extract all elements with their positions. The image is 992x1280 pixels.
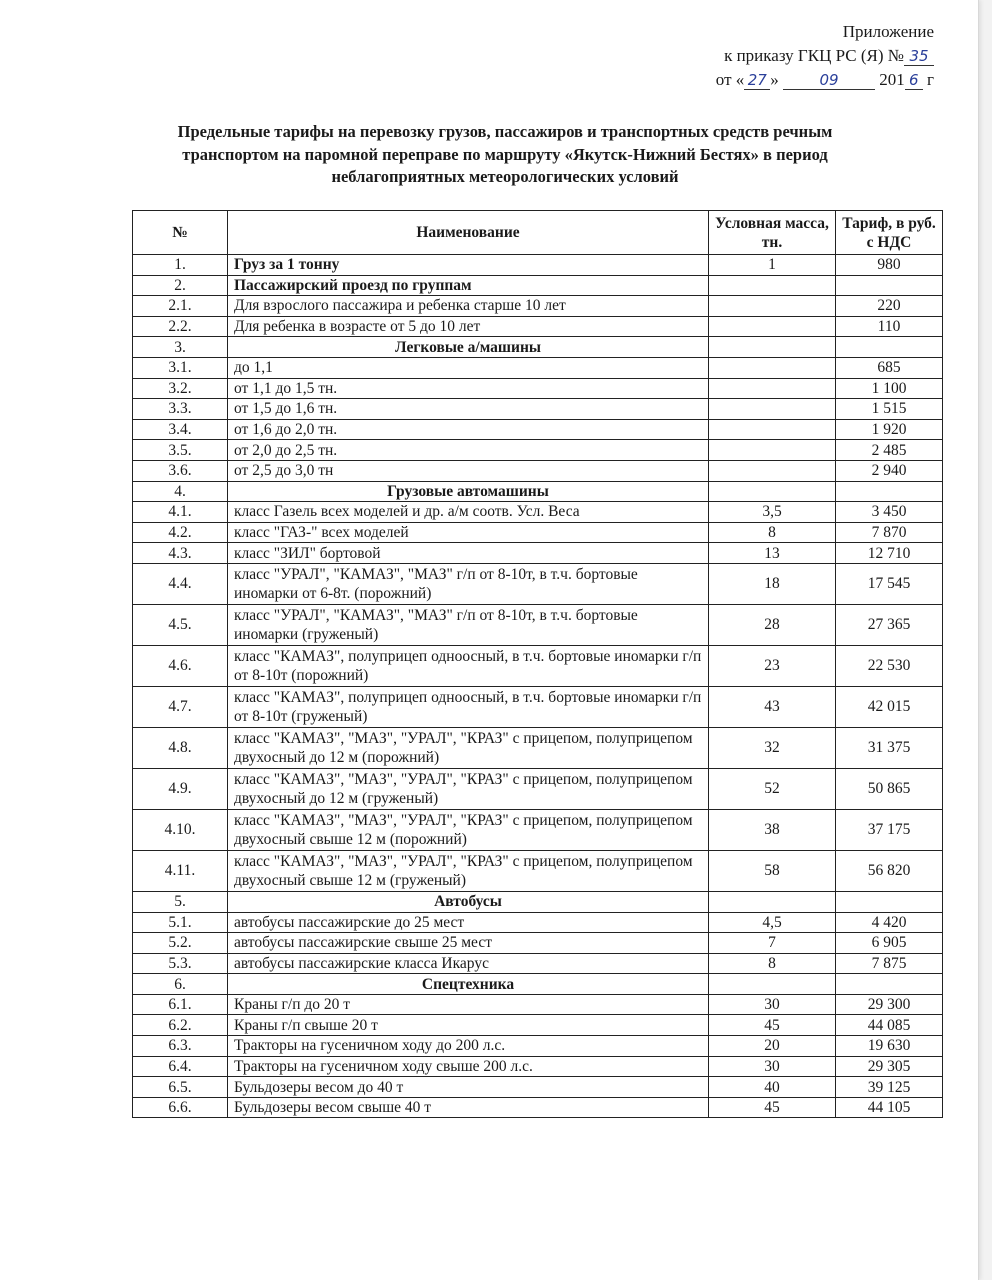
- table-row: [133, 994, 943, 1015]
- row-mass: 38: [709, 809, 836, 850]
- row-mass: 8: [709, 953, 836, 974]
- row-name: от 2,5 до 3,0 тн: [228, 460, 709, 481]
- row-number: 4.9.: [133, 768, 228, 809]
- row-tariff: [836, 481, 943, 502]
- row-mass: [709, 296, 836, 317]
- row-number: 4.10.: [133, 809, 228, 850]
- section-row: [133, 891, 943, 912]
- row-mass: 7: [709, 933, 836, 954]
- row-mass: 28: [709, 604, 836, 645]
- row-tariff: 29 305: [836, 1056, 943, 1077]
- table-row: [133, 563, 943, 604]
- row-number: 3.: [133, 337, 228, 358]
- row-mass: 40: [709, 1077, 836, 1098]
- row-tariff: 31 375: [836, 727, 943, 768]
- tariff-table: [132, 210, 943, 1118]
- row-mass: 45: [709, 1097, 836, 1118]
- row-number: 6.2.: [133, 1015, 228, 1036]
- row-name: от 1,5 до 1,6 тн.: [228, 399, 709, 420]
- row-tariff: 37 175: [836, 809, 943, 850]
- table-row: [133, 502, 943, 523]
- row-name: Спецтехника: [228, 974, 709, 995]
- row-number: 1.: [133, 255, 228, 276]
- table-header-row: [133, 211, 943, 255]
- row-name: Бульдозеры весом свыше 40 т: [228, 1097, 709, 1118]
- order-number: 35: [904, 47, 934, 66]
- section-row: [133, 974, 943, 995]
- row-mass: 52: [709, 768, 836, 809]
- row-number: 3.3.: [133, 399, 228, 420]
- row-name: автобусы пассажирские класса Икарус: [228, 953, 709, 974]
- row-name: от 1,1 до 1,5 тн.: [228, 378, 709, 399]
- row-name: класс "КАМАЗ", "МАЗ", "УРАЛ", "КРАЗ" с прицепом, полуприцепом двухосный до 12 м (груженый): [228, 768, 709, 809]
- row-number: 3.2.: [133, 378, 228, 399]
- table-row: [133, 768, 943, 809]
- row-mass: [709, 275, 836, 296]
- date-day: 27: [744, 71, 770, 90]
- table-row: [133, 255, 943, 276]
- row-name: Тракторы на гусеничном ходу свыше 200 л.с.: [228, 1056, 709, 1077]
- row-mass: 58: [709, 850, 836, 891]
- row-mass: [709, 316, 836, 337]
- row-number: 3.6.: [133, 460, 228, 481]
- date-year-prefix: 201: [879, 70, 905, 89]
- row-number: 4.1.: [133, 502, 228, 523]
- row-tariff: 1 515: [836, 399, 943, 420]
- header-tariff: Тариф, в руб. с НДС: [836, 211, 943, 255]
- row-mass: 32: [709, 727, 836, 768]
- row-number: 4.3.: [133, 543, 228, 564]
- table-row: [133, 809, 943, 850]
- row-tariff: 22 530: [836, 645, 943, 686]
- row-number: 5.2.: [133, 933, 228, 954]
- row-number: 2.2.: [133, 316, 228, 337]
- table-row: [133, 522, 943, 543]
- row-tariff: 19 630: [836, 1036, 943, 1057]
- row-number: 4.4.: [133, 563, 228, 604]
- table-row: [133, 1015, 943, 1036]
- row-tariff: 50 865: [836, 768, 943, 809]
- row-name: автобусы пассажирские до 25 мест: [228, 912, 709, 933]
- row-mass: [709, 481, 836, 502]
- row-number: 5.: [133, 891, 228, 912]
- table-row: [133, 316, 943, 337]
- row-number: 3.1.: [133, 357, 228, 378]
- row-name: класс "ГАЗ-" всех моделей: [228, 522, 709, 543]
- row-tariff: 56 820: [836, 850, 943, 891]
- row-number: 6.6.: [133, 1097, 228, 1118]
- row-number: 6.4.: [133, 1056, 228, 1077]
- row-name: Пассажирский проезд по группам: [228, 275, 709, 296]
- row-number: 4.5.: [133, 604, 228, 645]
- row-mass: 23: [709, 645, 836, 686]
- table-row: [133, 850, 943, 891]
- table-row: [133, 727, 943, 768]
- row-tariff: 17 545: [836, 563, 943, 604]
- row-number: 5.3.: [133, 953, 228, 974]
- row-mass: [709, 891, 836, 912]
- row-tariff: 110: [836, 316, 943, 337]
- row-tariff: 29 300: [836, 994, 943, 1015]
- table-row: [133, 419, 943, 440]
- row-mass: [709, 974, 836, 995]
- header-mass: Условная масса, тн.: [709, 211, 836, 255]
- header-name: Наименование: [228, 211, 709, 255]
- table-row: [133, 357, 943, 378]
- row-tariff: 7 875: [836, 953, 943, 974]
- row-mass: 3,5: [709, 502, 836, 523]
- row-mass: 8: [709, 522, 836, 543]
- row-name: класс "КАМАЗ", "МАЗ", "УРАЛ", "КРАЗ" с прицепом, полуприцепом двухосный свыше 12 м (порожний): [228, 809, 709, 850]
- section-row: [133, 481, 943, 502]
- header-number: №: [133, 211, 228, 255]
- row-number: 4.6.: [133, 645, 228, 686]
- row-name: класс "КАМАЗ", полуприцеп одноосный, в т.ч. бортовые иномарки г/п от 8-10т (порожний): [228, 645, 709, 686]
- table-row: [133, 1036, 943, 1057]
- row-name: Автобусы: [228, 891, 709, 912]
- row-mass: 30: [709, 994, 836, 1015]
- row-number: 6.5.: [133, 1077, 228, 1098]
- row-mass: [709, 460, 836, 481]
- row-name: Груз за 1 тонну: [228, 255, 709, 276]
- table-row: [133, 1077, 943, 1098]
- row-number: 3.5.: [133, 440, 228, 461]
- row-mass: 1: [709, 255, 836, 276]
- table-row: [133, 296, 943, 317]
- row-tariff: 3 450: [836, 502, 943, 523]
- row-name: класс Газель всех моделей и др. а/м соотв. Усл. Веса: [228, 502, 709, 523]
- row-tariff: [836, 337, 943, 358]
- row-number: 4.: [133, 481, 228, 502]
- table-row: [133, 645, 943, 686]
- row-name: автобусы пассажирские свыше 25 мест: [228, 933, 709, 954]
- row-name: Для взрослого пассажира и ребенка старше 10 лет: [228, 296, 709, 317]
- row-name: до 1,1: [228, 357, 709, 378]
- row-tariff: 6 905: [836, 933, 943, 954]
- row-name: Для ребенка в возрасте от 5 до 10 лет: [228, 316, 709, 337]
- order-reference-label: к приказу ГКЦ РС (Я) №: [724, 46, 904, 65]
- section-row: [133, 337, 943, 358]
- table-row: [133, 399, 943, 420]
- row-mass: [709, 399, 836, 420]
- row-name: Тракторы на гусеничном ходу до 200 л.с.: [228, 1036, 709, 1057]
- row-mass: [709, 337, 836, 358]
- row-number: 3.4.: [133, 419, 228, 440]
- row-tariff: 12 710: [836, 543, 943, 564]
- row-tariff: 980: [836, 255, 943, 276]
- appendix-header: [716, 20, 934, 92]
- date-prefix: от «: [715, 70, 745, 89]
- row-tariff: 44 105: [836, 1097, 943, 1118]
- row-name: класс "КАМАЗ", полуприцеп одноосный, в т.ч. бортовые иномарки г/п от 8-10т (груженый): [228, 686, 709, 727]
- row-name: класс "УРАЛ", "КАМАЗ", "МАЗ" г/п от 8-10т, в т.ч. бортовые иномарки от 6-8т. (порожний): [228, 563, 709, 604]
- row-number: 4.7.: [133, 686, 228, 727]
- row-tariff: 685: [836, 357, 943, 378]
- row-mass: 13: [709, 543, 836, 564]
- row-number: 4.11.: [133, 850, 228, 891]
- row-name: Бульдозеры весом до 40 т: [228, 1077, 709, 1098]
- row-name: класс "КАМАЗ", "МАЗ", "УРАЛ", "КРАЗ" с прицепом, полуприцепом двухосный свыше 12 м (груженый): [228, 850, 709, 891]
- table-row: [133, 933, 943, 954]
- row-tariff: 2 940: [836, 460, 943, 481]
- date-year-digit: 6: [905, 71, 923, 90]
- row-tariff: 7 870: [836, 522, 943, 543]
- row-mass: [709, 419, 836, 440]
- row-tariff: 27 365: [836, 604, 943, 645]
- row-tariff: 220: [836, 296, 943, 317]
- date-mid: »: [770, 70, 779, 89]
- table-row: [133, 953, 943, 974]
- row-mass: 30: [709, 1056, 836, 1077]
- table-row: [133, 912, 943, 933]
- row-name: класс "ЗИЛ" бортовой: [228, 543, 709, 564]
- date-month: 09: [783, 71, 875, 90]
- row-number: 4.8.: [133, 727, 228, 768]
- row-tariff: 42 015: [836, 686, 943, 727]
- row-tariff: 1 920: [836, 419, 943, 440]
- row-name: Краны г/п до 20 т: [228, 994, 709, 1015]
- row-number: 6.: [133, 974, 228, 995]
- row-tariff: 39 125: [836, 1077, 943, 1098]
- row-tariff: [836, 891, 943, 912]
- row-name: класс "КАМАЗ", "МАЗ", "УРАЛ", "КРАЗ" с прицепом, полуприцепом двухосный до 12 м (порожний): [228, 727, 709, 768]
- row-mass: 18: [709, 563, 836, 604]
- date-year-suffix: г: [927, 70, 934, 89]
- row-mass: [709, 357, 836, 378]
- row-number: 6.3.: [133, 1036, 228, 1057]
- row-tariff: 1 100: [836, 378, 943, 399]
- row-mass: [709, 440, 836, 461]
- row-number: 2.1.: [133, 296, 228, 317]
- table-row: [133, 460, 943, 481]
- table-row: [133, 378, 943, 399]
- table-row: [133, 440, 943, 461]
- row-name: от 2,0 до 2,5 тн.: [228, 440, 709, 461]
- row-mass: 43: [709, 686, 836, 727]
- order-reference: [716, 44, 934, 68]
- row-name: класс "УРАЛ", "КАМАЗ", "МАЗ" г/п от 8-10т, в т.ч. бортовые иномарки (груженый): [228, 604, 709, 645]
- row-name: от 1,6 до 2,0 тн.: [228, 419, 709, 440]
- document-title: Предельные тарифы на перевозку грузов, пассажиров и транспортных средств речным транспортом на паромной переправе по маршруту «Якутск-Нижний Бестях» в период неблагоприятных метеорологических условий: [177, 122, 833, 186]
- order-date: [716, 68, 934, 92]
- row-tariff: 4 420: [836, 912, 943, 933]
- row-name: Краны г/п свыше 20 т: [228, 1015, 709, 1036]
- row-number: 2.: [133, 275, 228, 296]
- row-number: 4.2.: [133, 522, 228, 543]
- table-row: [133, 275, 943, 296]
- row-name: Легковые а/машины: [228, 337, 709, 358]
- table-row: [133, 686, 943, 727]
- row-mass: 20: [709, 1036, 836, 1057]
- row-mass: [709, 378, 836, 399]
- appendix-label: Приложение: [842, 22, 934, 41]
- row-tariff: [836, 974, 943, 995]
- table-row: [133, 604, 943, 645]
- row-mass: 45: [709, 1015, 836, 1036]
- row-tariff: [836, 275, 943, 296]
- row-name: Грузовые автомашины: [228, 481, 709, 502]
- table-row: [133, 543, 943, 564]
- row-mass: 4,5: [709, 912, 836, 933]
- table-row: [133, 1056, 943, 1077]
- row-number: 5.1.: [133, 912, 228, 933]
- row-tariff: 2 485: [836, 440, 943, 461]
- row-tariff: 44 085: [836, 1015, 943, 1036]
- table-row: [133, 1097, 943, 1118]
- row-number: 6.1.: [133, 994, 228, 1015]
